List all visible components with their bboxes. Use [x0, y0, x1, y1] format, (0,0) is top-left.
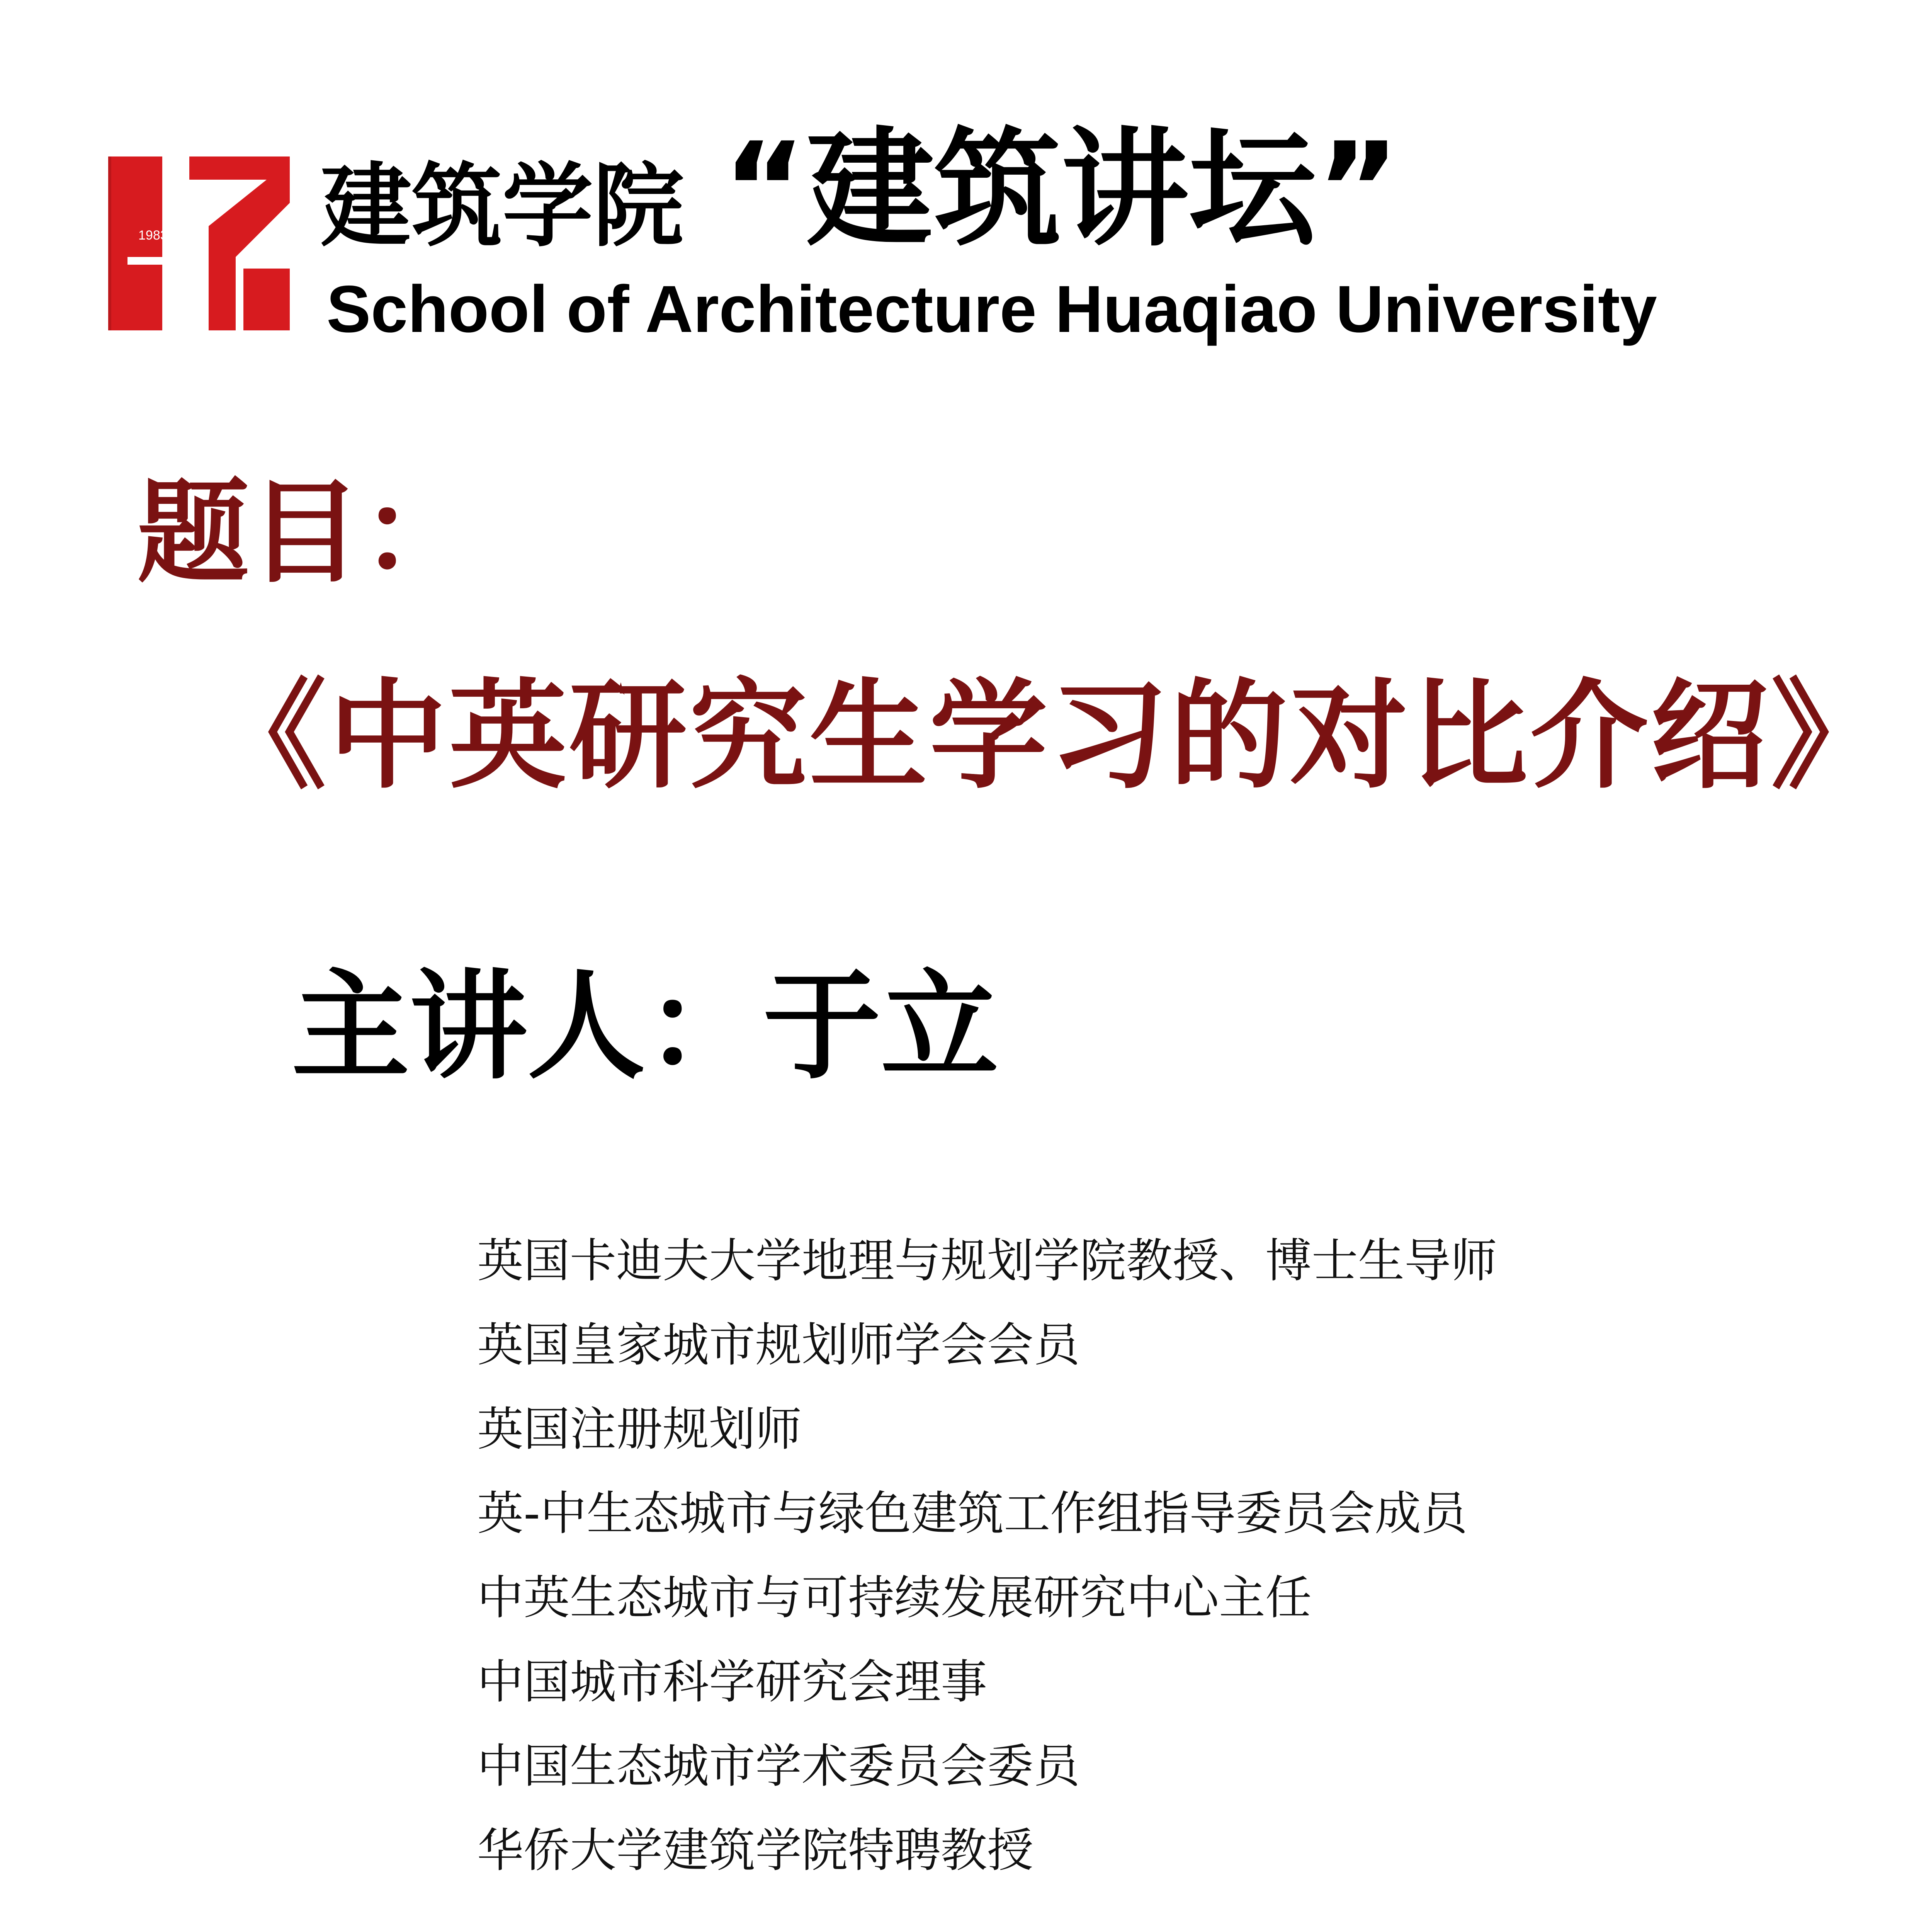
- logo-year: 1983: [138, 228, 168, 243]
- forum-title: “建筑讲坛”: [722, 115, 1400, 264]
- credential-item: 英-中生态城市与绿色建筑工作组指导委员会成员: [477, 1487, 1468, 1541]
- ha-monogram-logo-icon: [108, 156, 290, 330]
- credential-item: 英国皇家城市规划师学会会员: [477, 1318, 1080, 1372]
- credential-item: 英国注册规划师: [477, 1403, 802, 1456]
- speaker-credentials: [477, 1219, 1497, 1893]
- credential-item: 中国城市科学研究会理事: [477, 1655, 987, 1709]
- school-logo: [108, 156, 290, 330]
- credential-item: 中英生态城市与可持续发展研究中心主任: [477, 1571, 1312, 1625]
- credential-item: 英国卡迪夫大学地理与规划学院教授、博士生导师: [477, 1234, 1497, 1288]
- credential-item: 中国生态城市学术委员会委员: [477, 1740, 1080, 1793]
- lecture-title: 《中英研究生学习的对比介绍》: [209, 667, 1891, 804]
- school-name-cn: 建筑学院: [321, 154, 684, 259]
- speaker-line: 主讲人：于立: [292, 957, 999, 1095]
- title-label: 题目：: [137, 468, 473, 598]
- school-name-en: School of Architecture Huaqiao University: [326, 272, 1657, 346]
- credential-item: 华侨大学建筑学院特聘教授: [477, 1824, 1033, 1878]
